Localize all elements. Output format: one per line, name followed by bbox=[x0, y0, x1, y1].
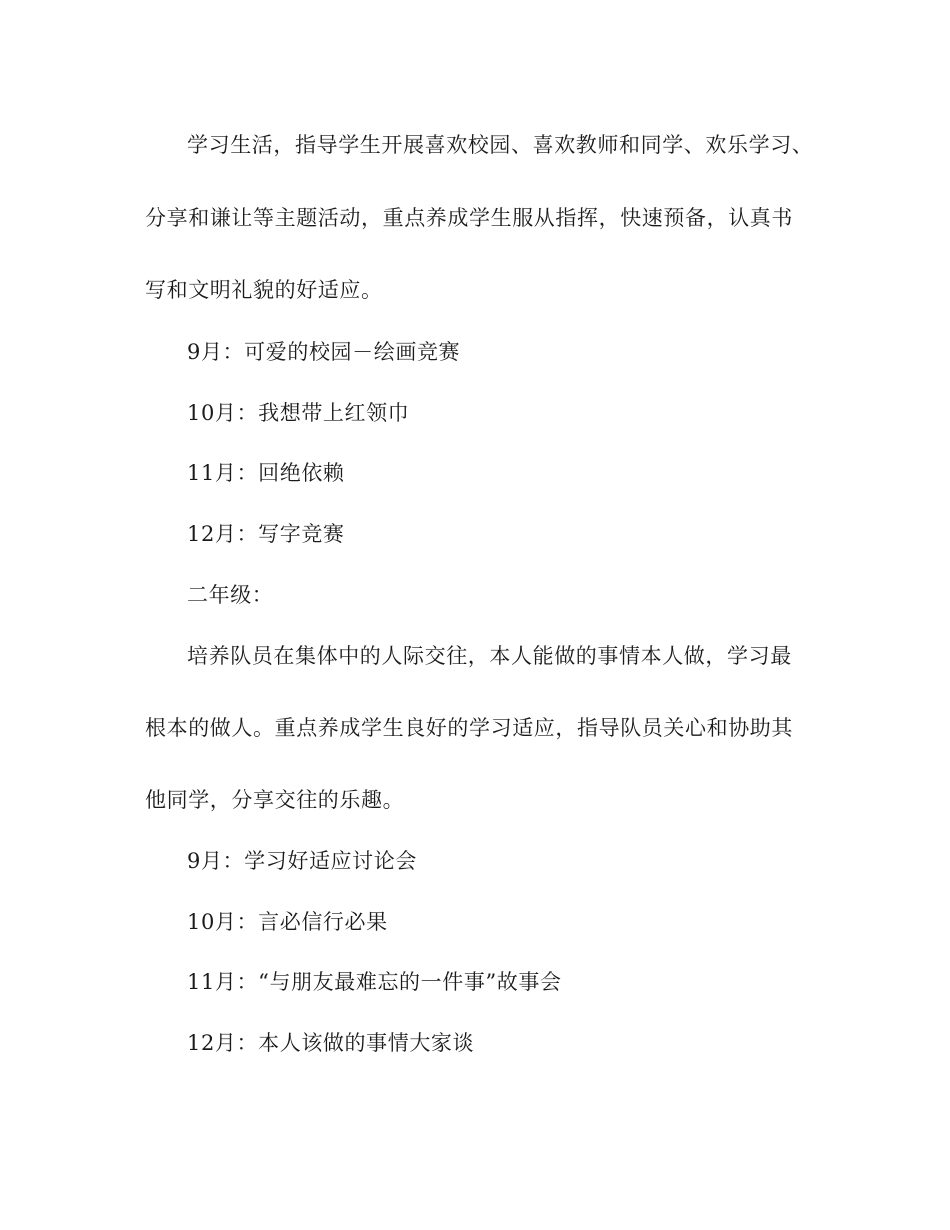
paragraph-1-line-3: 写和文明礼貌的好适应。 bbox=[145, 278, 383, 302]
paragraph-1-line-1: 学习生活，指导学生开展喜欢校园、喜欢教师和同学、欢乐学习、 bbox=[187, 133, 814, 157]
grade1-month-item: 11月：回绝依赖 bbox=[187, 461, 345, 485]
grade2-month-item: 9月：学习好适应讨论会 bbox=[187, 849, 417, 873]
grade1-month-item: 12月：写字竞赛 bbox=[187, 522, 345, 546]
paragraph-1-line-2: 分享和谦让等主题活动，重点养成学生服从指挥，快速预备，认真书 bbox=[145, 206, 793, 230]
grade1-month-item: 10月：我想带上红领巾 bbox=[187, 401, 410, 425]
paragraph-2-line-3: 他同学，分享交往的乐趣。 bbox=[145, 788, 405, 812]
grade2-heading: 二年级： bbox=[187, 583, 274, 607]
paragraph-2-line-2: 根本的做人。重点养成学生良好的学习适应，指导队员关心和协助其 bbox=[145, 716, 793, 740]
paragraph-2-line-1: 培养队员在集体中的人际交往，本人能做的事情本人做，学习最 bbox=[187, 644, 792, 668]
grade1-month-item: 9月：可爱的校园－绘画竞赛 bbox=[187, 340, 461, 364]
grade2-month-item: 10月：言必信行必果 bbox=[187, 910, 388, 934]
grade2-month-item: 11月：“与朋友最难忘的一件事”故事会 bbox=[187, 970, 562, 994]
grade2-month-item: 12月：本人该做的事情大家谈 bbox=[187, 1031, 475, 1055]
